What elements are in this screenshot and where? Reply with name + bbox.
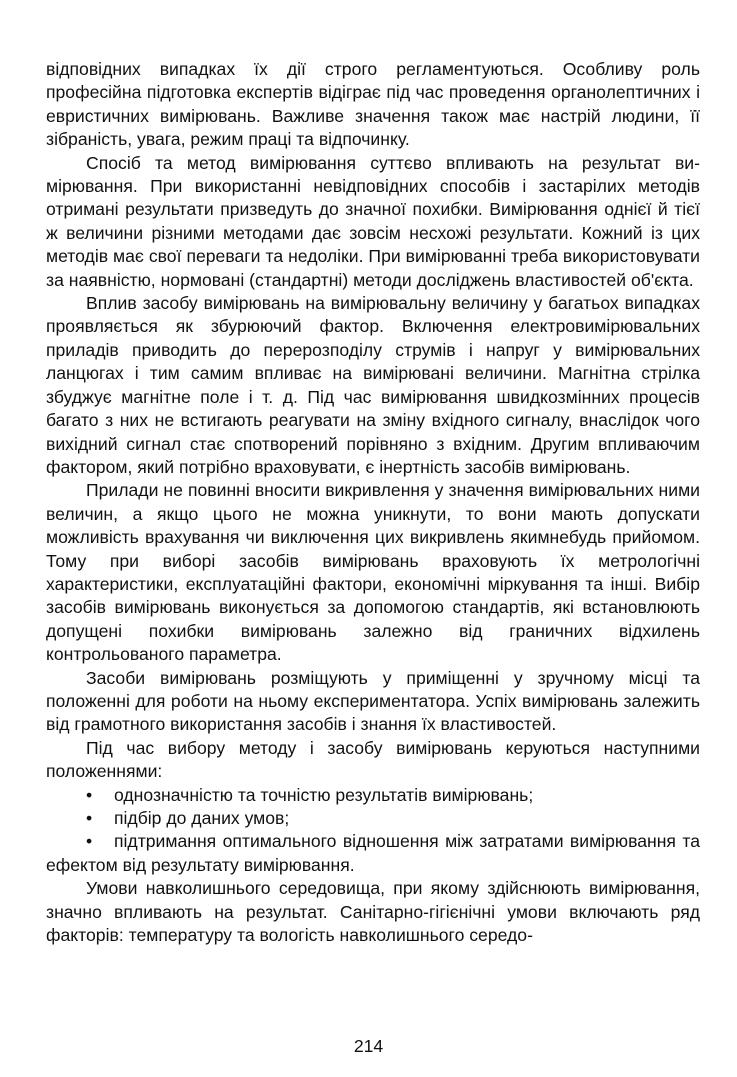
- paragraph-instrument-placement: Засоби вимірювань розміщують у приміщенні у зручному місці та положенні для роботи на ньому експериментатора. Успіх вимірювань залежить від грамотного використання засобів і знання їх властивостей.: [46, 667, 700, 735]
- list-item: [46, 830, 700, 877]
- list-item-text: підтримання оптимального відношення між затратами вимірювання та ефектом від результату вимірювання.: [46, 831, 700, 875]
- bullet-icon: •: [86, 808, 93, 828]
- criteria-list: [46, 784, 700, 878]
- list-item: [46, 784, 700, 807]
- bullet-icon: •: [86, 831, 93, 852]
- page-body: [46, 58, 700, 947]
- list-item-text: однозначністю та точністю результатів вимірювань;: [114, 784, 534, 805]
- paragraph-selection-criteria: Під час вибору методу і засобу вимірювань керуються наступними положеннями:: [46, 737, 700, 782]
- paragraph-instrument-distortion: Прилади не повинні вносити викривлення у значення вимірювальних ними величин, а якщо цього не можна уникнути, то вони мають допускати можливість врахування чи виключення цих викривлень якимнебудь прийомом. Тому при виборі засобів вимірювань враховують їх метрологічні характеристики, експлуатаційні фактори, економічні міркування та інші. Вибір засобів вимірювань виконується за допомогою стандартів, які встановлюють допущені похибки вимірювань залежно від граничних відхилень контрольованого параметра.: [46, 480, 700, 665]
- list-item-text: підбір до даних умов;: [114, 808, 290, 828]
- list-item: [46, 807, 700, 830]
- page-number: 214: [353, 1036, 384, 1056]
- paragraph-instrument-influence: Вплив засобу вимірювань на вимірювальну величину у багатьох випадках проявляється як збурюючий фактор. Включення електровимірювальних приладів приводить до перерозподілу струмів і напруг у вимірювальних ланцюгах і тим самим впливає на вимірювані величини. Магнітна стрілка збуджує магнітне поле і т. д. Під час вимірювання швидкозмінних процесів багато з них не встигають реагувати на зміну вхідного сигналу, внаслідок чого вихідний сигнал стає спотворений порівняно з вхідним. Другим впливаючим фактором, який потрібно враховувати, є інертність засобів вимірювань.: [46, 293, 700, 477]
- paragraph-continued: відповідних випадках їх дії строго регламентуються. Особливу роль професійна підготовка експертів відіграє під час проведення органолептичних і евристичних вимірювань. Важливе значення також має настрій людини, її зібраність, увага, режим праці та відпочинку.: [46, 59, 700, 150]
- paragraph-measurement-method: Спосіб та метод вимірювання суттєво впливають на результат вимірювання. При використанні невідповідних способів і застарілих методів отримані результати призведуть до значної похибки. Вимірювання однієї й тієї ж величини різними методами дає зовсім несхожі результати. Кожний із цих методів має свої переваги та недоліки. При вимірюванні треба використовувати за наявністю, нормовані (стандартні) методи досліджень властивостей об'єкта.: [46, 152, 700, 290]
- bullet-icon: •: [86, 784, 93, 805]
- paragraph-environment: Умови навколишнього середовища, при якому здійснюють вимірювання, значно впливають на результат. Санітарно-гігієнічні умови включають ряд факторів: температуру та вологість навколишнього середо-: [46, 878, 700, 946]
